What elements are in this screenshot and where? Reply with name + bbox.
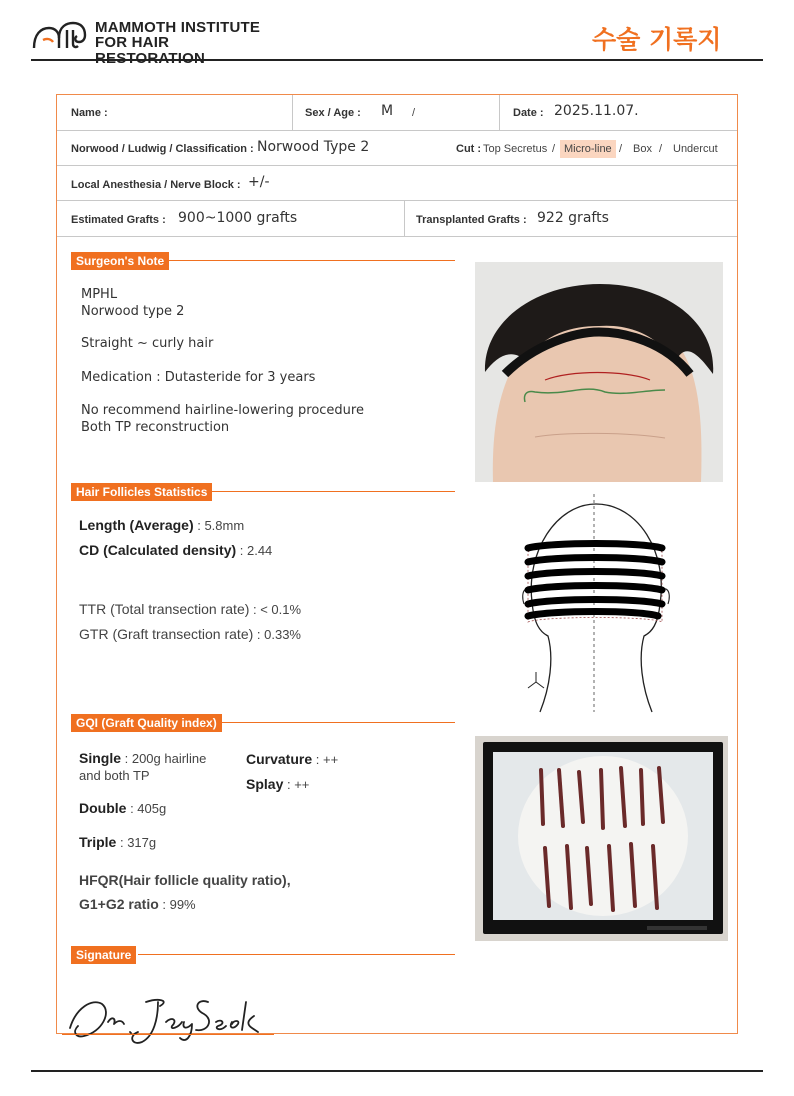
footer-rule bbox=[31, 1070, 763, 1072]
sex-value: M bbox=[381, 103, 394, 119]
date-value: 2025.11.07. bbox=[554, 103, 639, 119]
institute-logo bbox=[31, 18, 271, 52]
hfqr-label: HFQR(Hair follicle quality ratio), bbox=[79, 872, 291, 888]
donor-area-diagram bbox=[512, 492, 682, 714]
patient-hairline-photo bbox=[475, 262, 723, 482]
graft-transection-rate: GTR (Graft transection rate) : 0.33% bbox=[79, 626, 301, 642]
section-rule bbox=[138, 954, 455, 955]
logo-line2: FOR HAIR bbox=[95, 34, 170, 51]
signature-heading: Signature bbox=[71, 946, 136, 964]
grid-line bbox=[57, 236, 737, 237]
date-label: Date : bbox=[513, 107, 544, 119]
classification-label: Norwood / Ludwig / Classification : bbox=[71, 143, 254, 155]
header-rule bbox=[31, 59, 763, 61]
cut-option-box: Box bbox=[633, 143, 652, 155]
follicle-stats-heading: Hair Follicles Statistics bbox=[71, 483, 212, 501]
cut-option-undercut: Undercut bbox=[673, 143, 718, 155]
section-rule bbox=[209, 491, 455, 492]
section-rule bbox=[166, 260, 455, 261]
mammoth-logo-icon bbox=[31, 20, 89, 50]
grid-line bbox=[57, 130, 737, 131]
curvature-stat: Curvature : ++ bbox=[246, 751, 339, 767]
grid-line bbox=[57, 200, 737, 201]
surgeons-note-body bbox=[81, 286, 364, 436]
section-rule bbox=[220, 722, 455, 723]
note-line: No recommend hairline-lowering procedure bbox=[81, 403, 364, 418]
estimated-grafts-value: 900~1000 grafts bbox=[178, 210, 298, 226]
handwritten-signature bbox=[62, 988, 277, 1050]
transplanted-grafts-value: 922 grafts bbox=[537, 210, 609, 226]
logo-line1: MAMMOTH INSTITUTE bbox=[95, 19, 261, 36]
page-title: 수술 기록지 bbox=[592, 25, 722, 54]
grid-line bbox=[292, 95, 293, 130]
graft-microscope-photo bbox=[475, 736, 728, 941]
estimated-grafts-label: Estimated Grafts : bbox=[71, 214, 166, 226]
grid-line bbox=[404, 201, 405, 236]
sex-age-separator: / bbox=[412, 107, 416, 119]
grid-line bbox=[499, 95, 500, 130]
anesthesia-value: +/- bbox=[248, 174, 270, 190]
calculated-density: CD (Calculated density) : 2.44 bbox=[79, 542, 273, 558]
cut-option-top-secretus: Top Secretus bbox=[483, 143, 548, 155]
double-graft-stat: Double : 405g bbox=[79, 800, 167, 816]
note-line: Norwood type 2 bbox=[81, 304, 185, 319]
note-line: Straight ~ curly hair bbox=[81, 336, 214, 351]
surgeons-note-heading: Surgeon's Note bbox=[71, 252, 169, 270]
note-line: Both TP reconstruction bbox=[81, 420, 230, 435]
note-line: Medication : Dutasteride for 3 years bbox=[81, 370, 316, 385]
triple-graft-stat: Triple : 317g bbox=[79, 834, 157, 850]
note-line: MPHL bbox=[81, 287, 118, 302]
splay-stat: Splay : ++ bbox=[246, 776, 310, 792]
gqi-heading: GQI (Graft Quality index) bbox=[71, 714, 222, 732]
cut-separator: / bbox=[659, 143, 663, 155]
g1-g2-ratio: G1+G2 ratio : 99% bbox=[79, 896, 196, 912]
name-label: Name : bbox=[71, 107, 108, 119]
grid-line bbox=[57, 165, 737, 166]
classification-value: Norwood Type 2 bbox=[257, 139, 370, 155]
anesthesia-label: Local Anesthesia / Nerve Block : bbox=[71, 179, 241, 191]
length-average: Length (Average) : 5.8mm bbox=[79, 517, 245, 533]
cut-option-micro-line-selected: Micro-line bbox=[560, 140, 616, 158]
cut-label: Cut : bbox=[456, 143, 482, 155]
transplanted-grafts-label: Transplanted Grafts : bbox=[416, 214, 527, 226]
cut-separator: / bbox=[552, 143, 556, 155]
single-graft-stat: Single : 200g hairline and both TP bbox=[79, 750, 207, 783]
signature-line bbox=[62, 1034, 274, 1035]
total-transection-rate: TTR (Total transection rate) : < 0.1% bbox=[79, 601, 302, 617]
cut-separator: / bbox=[619, 143, 623, 155]
sex-age-label: Sex / Age : bbox=[305, 107, 361, 119]
